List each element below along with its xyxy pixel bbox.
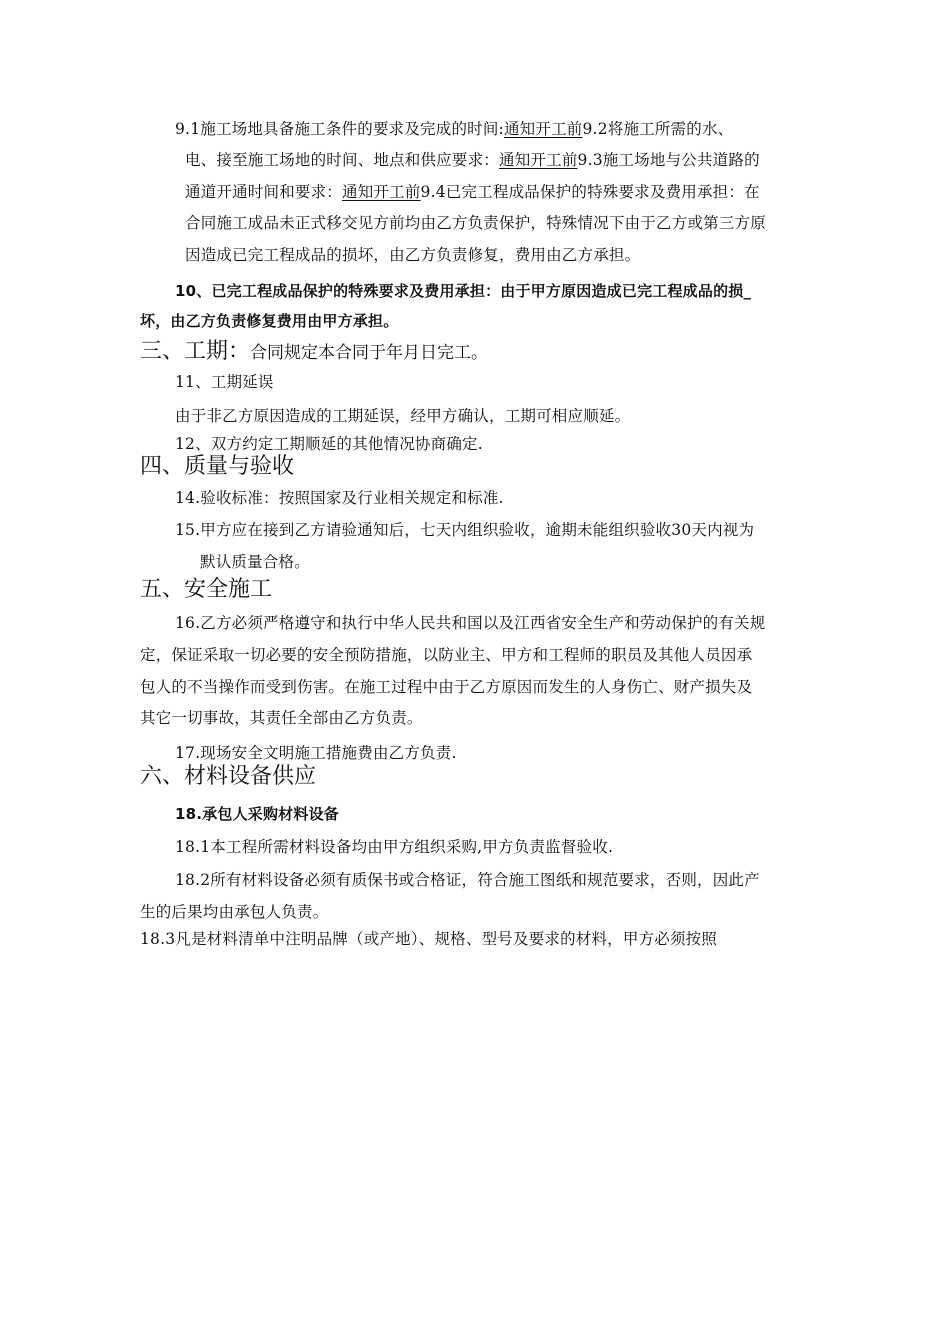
clause-9-1-text: 9.1施工场地具备施工条件的要求及完成的时间: [175, 120, 504, 138]
clause-16-line-4: 其它一切事故，其责任全部由乙方负责。 [140, 709, 423, 727]
clause-9-line-4: 合同施工成品未正式移交见方前均由乙方负责保护，特殊情况下由于乙方或第三方原 [185, 214, 766, 232]
underlined-fill-in: 通知开工前 [499, 151, 578, 169]
clause-9-line-2 [185, 150, 760, 170]
clause-9-3-text: 9.3施工场地与公共道路的 [577, 151, 760, 169]
clause-11-title: 11、工期延误 [175, 373, 274, 391]
clause-9-line-3 [185, 182, 760, 202]
clause-9-line-5: 因造成已完工程成品的损坏，由乙方负责修复，费用由乙方承担。 [185, 246, 641, 264]
clause-10-line-2: 坏，由乙方负责修复费用由甲方承担。 [140, 312, 399, 330]
clause-18-3: 18.3凡是材料清单中注明品牌（或产地）、规格、型号及要求的材料，甲方必须按照 [140, 930, 718, 948]
section-3-title: 三、工期： [140, 339, 251, 364]
clause-9-line-1 [175, 119, 733, 139]
clause-15-line-2: 默认质量合格。 [200, 553, 310, 571]
clause-10-line-1: 10、已完工程成品保护的特殊要求及费用承担：由于甲方原因造成已完工程成品的损_ [175, 282, 752, 300]
section-3-title-rest: 合同规定本合同于年月日完工。 [250, 343, 489, 363]
section-6-heading: 六、材料设备供应 [140, 764, 317, 789]
clause-17: 17.现场安全文明施工措施费由乙方负责. [175, 744, 457, 762]
clause-16-line-1: 16.乙方必须严格遵守和执行中华人民共和国以及江西省安全生产和劳动保护的有关规 [175, 614, 766, 632]
underlined-fill-in: 通知开工前 [342, 183, 421, 201]
clause-14: 14.验收标准：按照国家及行业相关规定和标准. [175, 489, 504, 507]
clause-18-1: 18.1本工程所需材料设备均由甲方组织采购,甲方负责监督验收. [175, 838, 614, 856]
clause-9-4-text: 9.4已完工程成品保护的特殊要求及费用承担：在 [420, 183, 760, 201]
clause-16-line-3: 包人的不当操作而受到伤害。在施工过程中由于乙方原因而发生的人身伤亡、财产损失及 [140, 678, 753, 696]
underlined-fill-in: 通知开工前 [503, 120, 583, 138]
clause-15-line-1: 15.甲方应在接到乙方请验通知后，七天内组织验收，逾期未能组织验收30天内视为 [175, 521, 755, 539]
clause-9-3-cont: 通道开通时间和要求： [185, 183, 343, 201]
clause-18-2-line-1: 18.2所有材料设备必须有质保书或合格证，符合施工图纸和规范要求，否则，因此产 [175, 871, 760, 889]
clause-18-2-line-2: 生的后果均由承包人负责。 [140, 903, 329, 921]
clause-16-line-2: 定，保证采取一切必要的安全预防措施，以防业主、甲方和工程师的职员及其他人员因承 [140, 646, 753, 664]
clause-9-2-cont: 电、接至施工场地的时间、地点和供应要求： [185, 151, 500, 169]
section-5-heading: 五、安全施工 [140, 577, 273, 602]
clause-11-body: 由于非乙方原因造成的工期延误，经甲方确认，工期可相应顺延。 [175, 407, 631, 425]
clause-9-2-text: 9.2将施工所需的水、 [582, 120, 734, 138]
clause-18-title: 18.承包人采购材料设备 [175, 805, 339, 823]
section-3-heading [140, 339, 488, 366]
section-4-heading: 四、质量与验收 [140, 454, 295, 479]
clause-12: 12、双方约定工期顺延的其他情况协商确定. [175, 435, 483, 453]
